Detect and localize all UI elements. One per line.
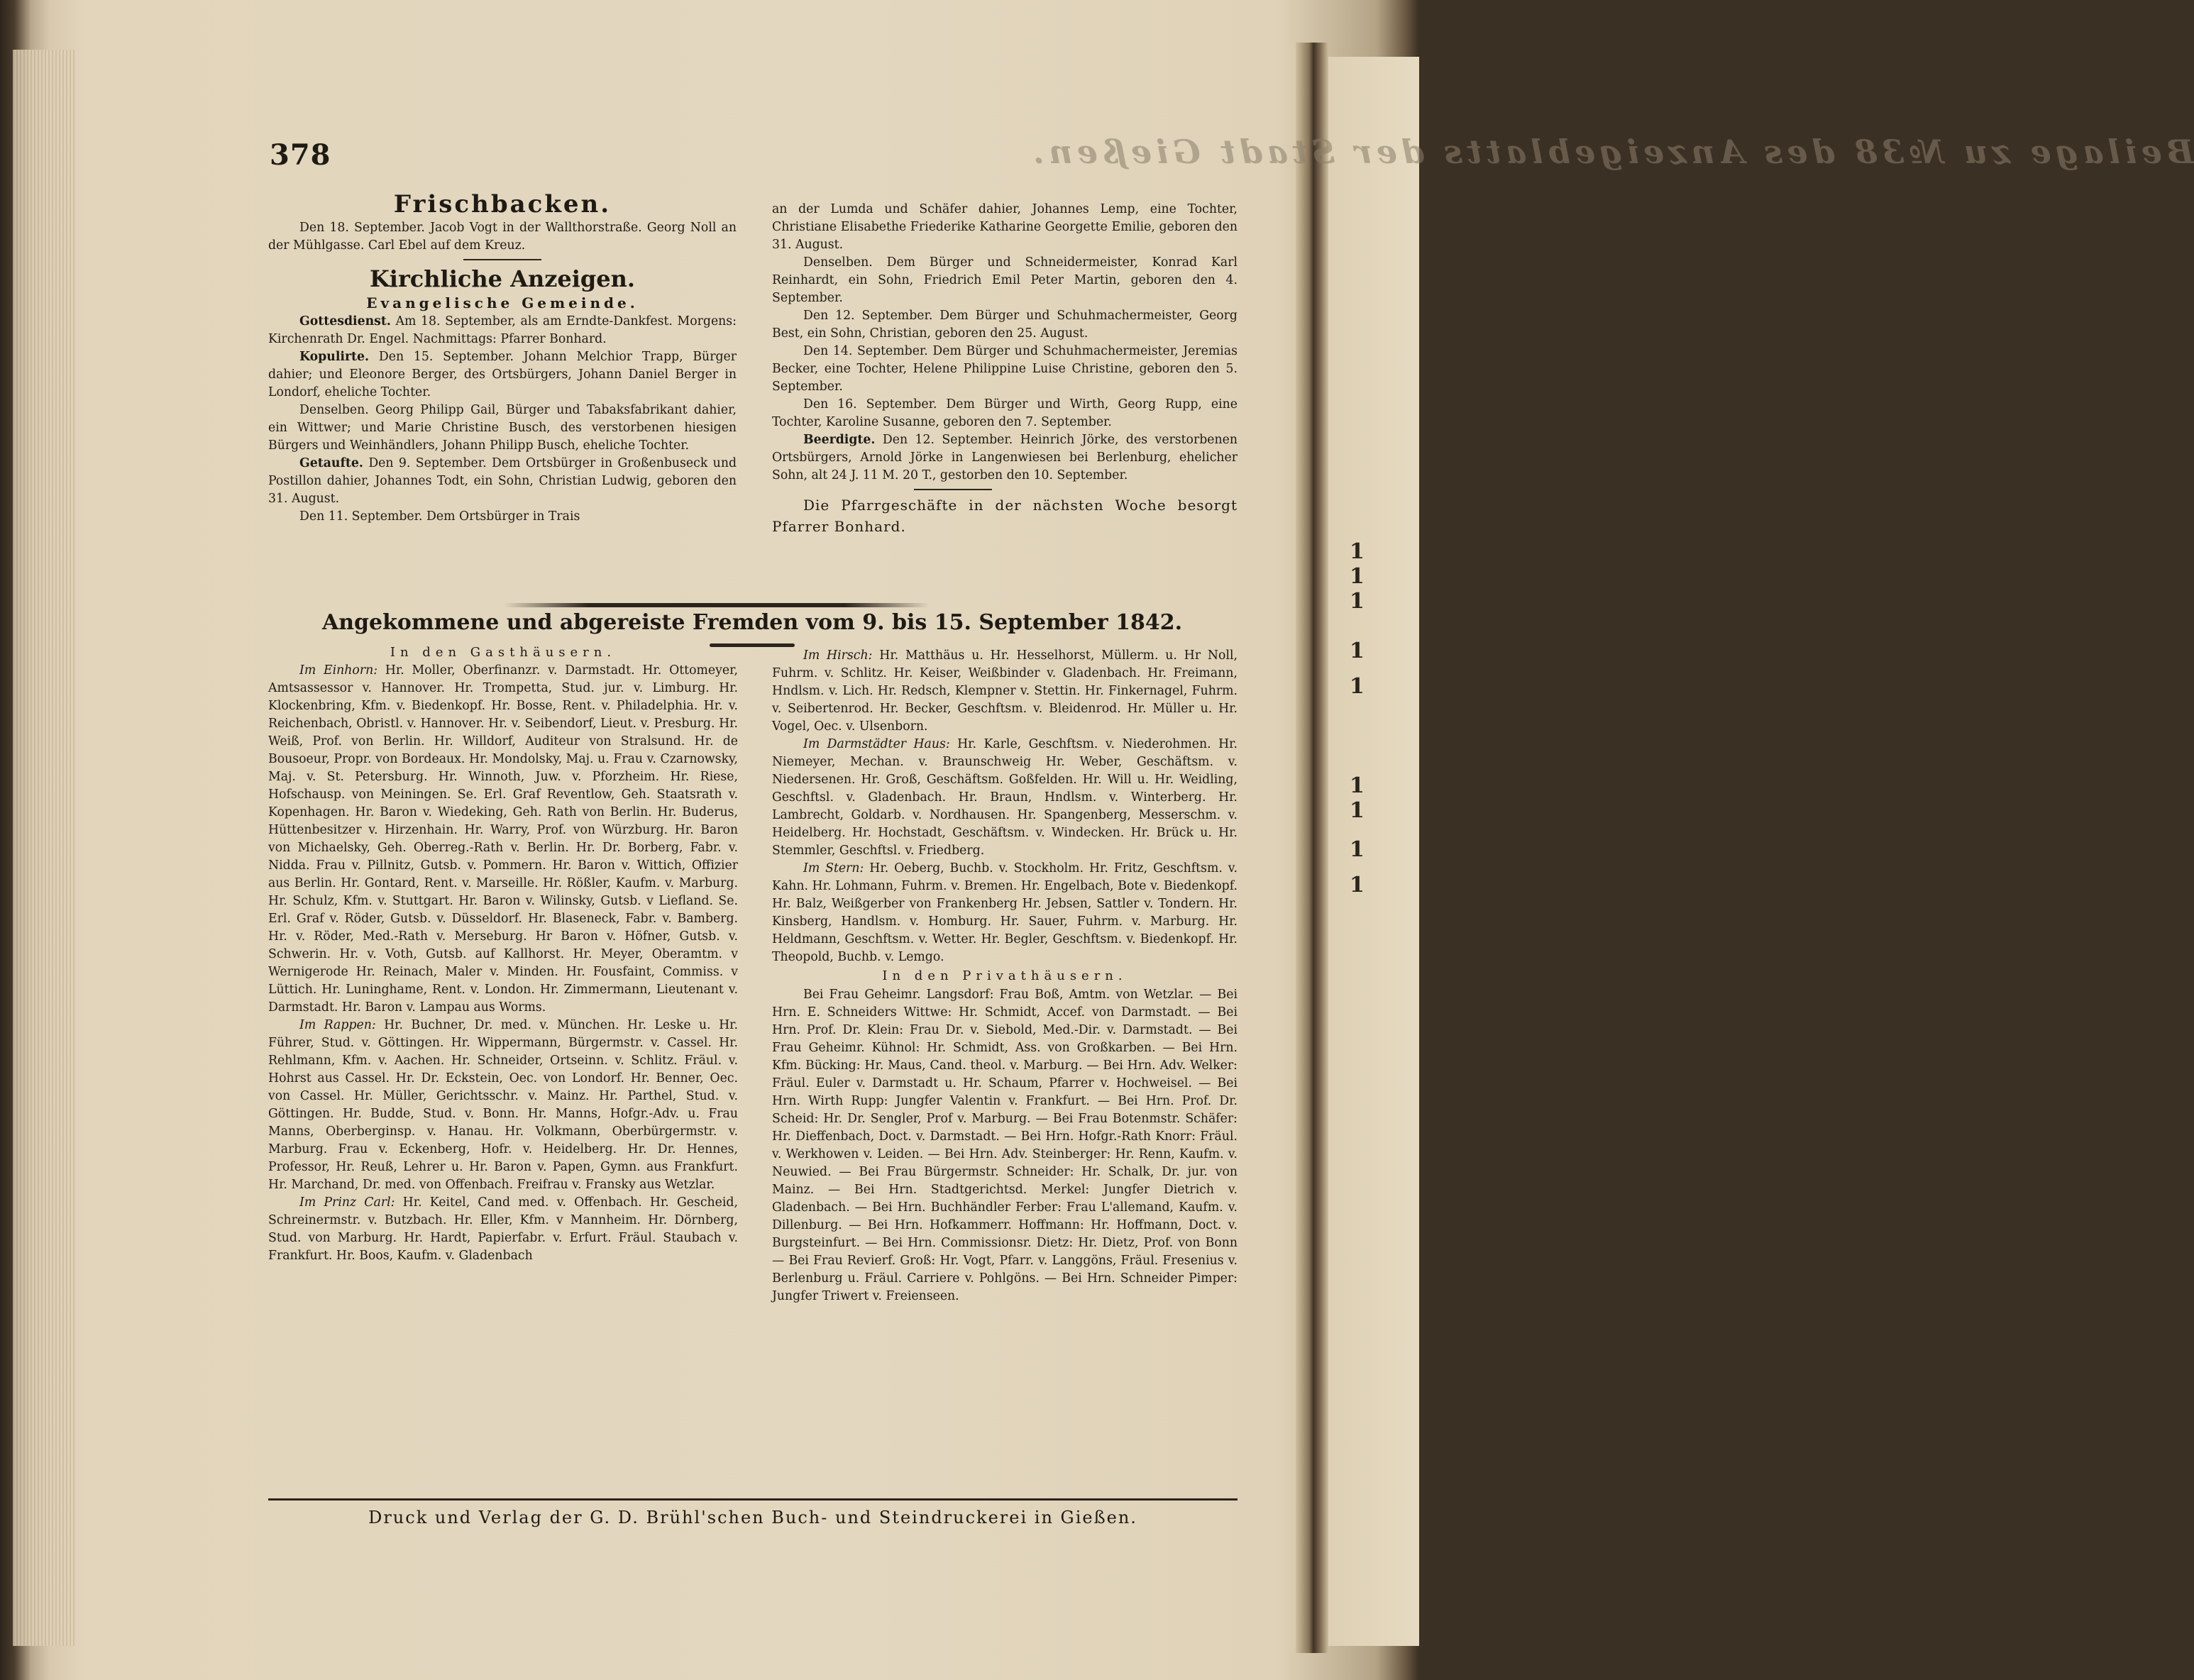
frischbacken-heading: Frischbacken. <box>393 190 612 219</box>
prinz-carl-entry <box>268 1194 738 1265</box>
einhorn-entry <box>268 662 738 1017</box>
next-page-digit: 1 <box>1350 674 1365 699</box>
bleed-through-text: Beilage zu №38 des Anzeigeblatts der Stadt Gießen. <box>1029 133 2194 171</box>
next-page-digit: 1 <box>1350 873 1365 897</box>
frischbacken-text: Den 18. September. Jacob Vogt in der Wallthorstraße. Georg Noll an der Mühlgasse. Carl Ebel auf dem Kreuz. <box>268 221 737 253</box>
prinz-carl-text: Hr. Keitel, Cand med. v. Offenbach. Hr. Gescheid, Schreinermstr. v. Butzbach. Hr. Eller, Kfm. v Mannheim. Hr. Dörnberg, Stud. von Marburg. Hr. Hardt, Papierfabr. v. Erfurt. Fräul. Staubach v. Frankfurt. Hr. Boos, Kaufm. v. Gladenbach <box>268 1195 738 1263</box>
baptism-entry: Den 14. September. Dem Bürger und Schuhmachermeister, Jeremias Becker, eine Tochter, Helene Philippine Luise Christine, geboren den 5. September. <box>772 344 1237 394</box>
einhorn-label: Im Einhorn: <box>299 663 378 678</box>
imprint-footer: Druck und Verlag der G. D. Brühl'schen Buch- und Steindruckerei in Gießen. <box>368 1508 1137 1527</box>
hirsch-label: Im Hirsch: <box>803 648 873 663</box>
den11-paragraph: Den 11. September. Dem Ortsbürger in Trais <box>299 509 580 524</box>
section-divider <box>463 259 541 260</box>
gasthaeuser-heading: In den Gasthäusern. <box>390 645 617 660</box>
gottesdienst-label: Gottesdienst. <box>299 314 391 328</box>
kopulirte-text: Den 15. September. Johann Melchior Trapp, Bürger dahier; und Eleonore Berger, des Ortsbürgers, Johann Daniel Berger in Londorf, eheliche Tochter. <box>268 350 737 399</box>
right-column-bottom <box>772 647 1237 1305</box>
rappen-label: Im Rappen: <box>299 1018 376 1032</box>
darmstaedter-haus-text: Hr. Karle, Geschftsm. v. Niederohmen. Hr. Niemeyer, Mechan. v. Braunschweig Hr. Weber, Geschäftsm. v. Niedersenen. Hr. Groß, Geschäftsm. Goßfelden. Hr. Will u. Hr. Weidling, Geschftsl. v. Gladenbach. Hr. Braun, Hndlsm. v. Winterberg. Hr. Lambrecht, Goldarb. v. Nordhausen. Hr. Spangenberg, Messerschm. v. Heidelberg. Hr. Hochstadt, Geschäftsm. v. Windecken. Hr. Brück u. Hr. Stemmler, Geschftsl. v. Friedberg. <box>772 737 1237 858</box>
gottesdienst-text: Am 18. September, als am Erndte-Dankfest. Morgens: Kirchenrath Dr. Engel. Nachmittags: Pfarrer Bonhard. <box>268 314 737 346</box>
rappen-entry <box>268 1017 738 1194</box>
continuation-paragraph: an der Lumda und Schäfer dahier, Johannes Lemp, eine Tochter, Christiane Elisabethe Friederike Katharine Georgette Emilie, geboren den 31. August. <box>772 202 1237 252</box>
getaufte-paragraph <box>268 455 737 508</box>
page-edges-stack <box>13 50 77 1646</box>
page-number: 378 <box>270 138 331 172</box>
beerdigte-paragraph <box>772 431 1237 485</box>
baptism-entry: Denselben. Dem Bürger und Schneidermeister, Konrad Karl Reinhardt, ein Sohn, Friedrich Emil Peter Martin, geboren den 4. September. <box>772 255 1237 305</box>
left-column-bottom <box>268 643 738 1265</box>
stern-entry <box>772 860 1237 966</box>
next-page-digit: 1 <box>1350 589 1365 614</box>
einhorn-text: Hr. Moller, Oberfinanzr. v. Darmstadt. Hr. Ottomeyer, Amtsassessor v. Hannover. Hr. Trompetta, Stud. jur. v. Limburg. Hr. Klockenbring, Kfm. v. Biedenkopf. Hr. Bosse, Rent. v. Philadelphia. Hr. v. Reichenbach, Obristl. v. Hannover. Hr. v. Seibendorf, Lieut. v. Presburg. Hr. Weiß, Prof. von Berlin. Hr. Willdorf, Auditeur von Stralsund. Hr. de Bousoeur, Propr. von Bordeaux. Hr. Mondolsky, Maj. u. Frau v. Czarnowsky, Maj. v. St. Petersburg. Hr. Winnoth, Juw. v. Pforzheim. Hr. Riese, Hofschausp. von Meiningen. Se. Erl. Graf Reventlow, Geh. Staatsrath v. Kopenhagen. Hr. Baron v. Wiedeking, Geh. Rath von Berlin. Hr. Buderus, Hüttenbesitzer v. Hirzenhain. Hr. Warry, Prof. von Würzburg. Hr. Baron von Michaelsky, Geh. Oberreg.-Rath v. Berlin. Hr. Dr. Borberg, Fabr. v. Nidda. Frau v. Pillnitz, Gutsb. v. Pommern. Hr. Baron v. Wittich, Offizier aus Berlin. Hr. Gontard, Rent. v. Marseille. Hr. Rößler, Kaufm. v. Marburg. Hr. Schulz, Kfm. v. Stuttgart. Hr. Baron v. Wilinsky, Gutsb. v Liefland. Se. Erl. Graf v. Röder, Gutsb. v. Düsseldorf. Hr. Blaseneck, Fabr. v. Bamberg. Hr. v. Röder, Med.-Rath v. Merseburg. Hr Baron v. Höfner, Gutsb. v. Schwerin. Hr. v. Voth, Gutsb. auf Kallhorst. Hr. Meyer, Oberamtm. v Wernigerode Hr. Reinach, Maler v. Minden. Hr. Fousfaint, Commiss. v Lüttich. Hr. Luninghame, Rent. v. London. Hr. Zimmermann, Lieutenant v. Darmstadt. Hr. Baron v. Lampau aus Worms. <box>268 663 738 1015</box>
kopulirte-paragraph <box>268 348 737 402</box>
getaufte-label: Getaufte. <box>299 456 363 470</box>
next-page-digit: 1 <box>1350 837 1365 862</box>
gottesdienst-paragraph <box>268 313 737 348</box>
next-page-digit: 1 <box>1350 639 1365 663</box>
privathaeuser-text: Bei Frau Geheimr. Langsdorf: Frau Boß, Amtm. von Wetzlar. — Bei Hrn. E. Schneiders Wittwe: Hr. Schmidt, Accef. von Darmstadt. — Bei Hrn. Prof. Dr. Klein: Frau Dr. v. Siebold, Med.-Dir. v. Darmstadt. — Bei Frau Geheimr. Kühnol: Hr. Schmidt, Ass. von Großkarben. — Bei Hrn. Kfm. Bücking: Hr. Maus, Cand. theol. v. Marburg. — Bei Hrn. Adv. Welker: Fräul. Euler v. Darmstadt u. Hr. Schaum, Pfarrer v. Hochweisel. — Bei Hrn. Wirth Rupp: Jungfer Valentin v. Frankfurt. — Bei Hrn. Prof. Dr. Scheid: Hr. Dr. Sengler, Prof v. Marburg. — Bei Frau Botenmstr. Schäfer: Hr. Dieffenbach, Doct. v. Darmstadt. — Bei Hrn. Hofgr.-Rath Knorr: Fräul. v. Werkhowen v. Leiden. — Bei Hrn. Adv. Steinberger: Hr. Renn, Kaufm. v. Neuwied. — Bei Frau Bürgermstr. Schneider: Hr. Schalk, Dr. jur. von Mainz. — Bei Hrn. Stadtgerichtsd. Merkel: Jungfer Dietrich v. Gladenbach. — Bei Hrn. Buchhändler Ferber: Frau L'allemand, Kaufm. v. Dillenburg. — Bei Hrn. Hofkammerr. Hoffmann: Hr. Hoffmann, Doct. v. Burgsteinfurt. — Bei Hrn. Commissionsr. Dietz: Hr. Dietz, Prof. von Bonn — Bei Frau Revierf. Groß: Hr. Vogt, Pfarr. v. Langgöns, Fräul. Fresenius v. Berlenburg u. Fräul. Carriere v. Pohlgöns. — Bei Hrn. Schneider Pimper: Jungfer Triwert v. Freienseen. <box>772 988 1237 1303</box>
stern-text: Hr. Oeberg, Buchb. v. Stockholm. Hr. Fritz, Geschftsm. v. Kahn. Hr. Lohmann, Fuhrm. v. Bremen. Hr. Engelbach, Bote v. Biedenkopf. Hr. Balz, Weißgerber von Frankenberg Hr. Jebsen, Sattler v. Tondern. Hr. Kinsberg, Handlsm. v. Homburg. Hr. Sauer, Fuhrm. v. Marburg. Hr. Heldmann, Geschftsm. v. Wetter. Hr. Begler, Geschftsm. v. Biedenkopf. Hr. Theopold, Buchb. v. Lemgo. <box>772 861 1237 964</box>
next-page-digit: 1 <box>1350 798 1365 823</box>
kirchliche-heading: Kirchliche Anzeigen. <box>369 265 636 292</box>
kopulirte-label: Kopulirte. <box>299 350 370 364</box>
next-page-edge <box>1328 57 1419 1646</box>
denselben-paragraph: Denselben. Georg Philipp Gail, Bürger und Tabaksfabrikant dahier, ein Wittwer; und Marie Christine Busch, des verstorbenen hiesigen Bürgers und Weinhändlers, Johann Philipp Busch, eheliche Tochter. <box>268 403 737 453</box>
right-column-top <box>772 201 1237 537</box>
ornamental-rule <box>504 603 930 607</box>
next-page-digit: 1 <box>1350 539 1365 564</box>
hirsch-text: Hr. Matthäus u. Hr. Hesselhorst, Müllerm. u. Hr Noll, Fuhrm. v. Schlitz. Hr. Keiser, Weißbinder v. Gladenbach. Hr. Freimann, Hndlsm. v. Lich. Hr. Redsch, Klempner v. Stettin. Hr. Finkernagel, Fuhrm. v. Seibertenrod. Hr. Becker, Geschftsm. v. Bleidenrod. Hr. Müller u. Hr. Vogel, Oec. v. Ulsenborn. <box>772 648 1237 734</box>
next-page-digit: 1 <box>1350 773 1365 798</box>
prinz-carl-label: Im Prinz Carl: <box>299 1195 395 1210</box>
newspaper-page <box>241 133 2194 1550</box>
next-page-digit: 1 <box>1350 564 1365 589</box>
baptism-entry: Den 16. September. Dem Bürger und Wirth, Georg Rupp, eine Tochter, Karoline Susanne, geboren den 7. September. <box>772 397 1237 429</box>
left-column-top <box>268 189 737 526</box>
beerdigte-label: Beerdigte. <box>803 433 876 447</box>
fremden-heading: Angekommene und abgereiste Fremden vom 9. bis 15. September 1842. <box>321 610 1183 635</box>
beerdigte-text: Den 12. September. Heinrich Jörke, des verstorbenen Ortsbürgers, Arnold Jörke in Langenwiesen bei Berlenburg, ehelicher Sohn, alt 24 J. 11 M. 20 T., gestorben den 10. September. <box>772 433 1237 482</box>
book-gutter <box>1296 43 1328 1653</box>
footer-rule <box>268 1498 1237 1501</box>
pfarrgeschaefte-note: Die Pfarrgeschäfte in der nächsten Woche besorgt Pfarrer Bonhard. <box>772 497 1237 535</box>
hirsch-entry <box>772 647 1237 736</box>
stern-label: Im Stern: <box>803 861 864 875</box>
evangelische-heading: Evangelische Gemeinde. <box>366 294 639 311</box>
darmstaedter-haus-entry <box>772 736 1237 860</box>
darmstaedter-haus-label: Im Darmstädter Haus: <box>803 737 950 751</box>
baptism-entry: Den 12. September. Dem Bürger und Schuhmachermeister, Georg Best, ein Sohn, Christian, geboren den 25. August. <box>772 309 1237 341</box>
privathaeuser-heading: In den Privathäusern. <box>882 968 1128 983</box>
rappen-text: Hr. Buchner, Dr. med. v. München. Hr. Leske u. Hr. Führer, Stud. v. Göttingen. Hr. Wippermann, Bürgermstr. v. Cassel. Hr. Rehlmann, Kfm. v. Aachen. Hr. Schneider, Ortseinn. v. Schlitz. Fräul. v. Hohrst aus Cassel. Hr. Dr. Eckstein, Oec. von Londorf. Hr. Benner, Oec. von Cassel. Hr. Müller, Gerichtsschr. v. Mainz. Hr. Parthel, Stud. v. Göttingen. Hr. Budde, Stud. v. Bonn. Hr. Manns, Hofgr.-Adv. u. Frau Manns, Oberberginsp. v. Hanau. Hr. Volkmann, Oberbürgermstr. v. Marburg. Frau v. Eckenberg, Hofr. v. Heidelberg. Hr. Dr. Hennes, Professor, Hr. Reuß, Lehrer u. Hr. Baron v. Papen, Gymn. aus Frankfurt. Hr. Marchand, Dr. med. von Offenbach. Freifrau v. Fransky aus Wetzlar. <box>268 1018 739 1192</box>
section-divider <box>914 489 992 490</box>
getaufte-text: Den 9. September. Dem Ortsbürger in Großenbuseck und Postillon dahier, Johannes Todt, ein Sohn, Christian Ludwig, geboren den 31. August. <box>268 456 737 506</box>
